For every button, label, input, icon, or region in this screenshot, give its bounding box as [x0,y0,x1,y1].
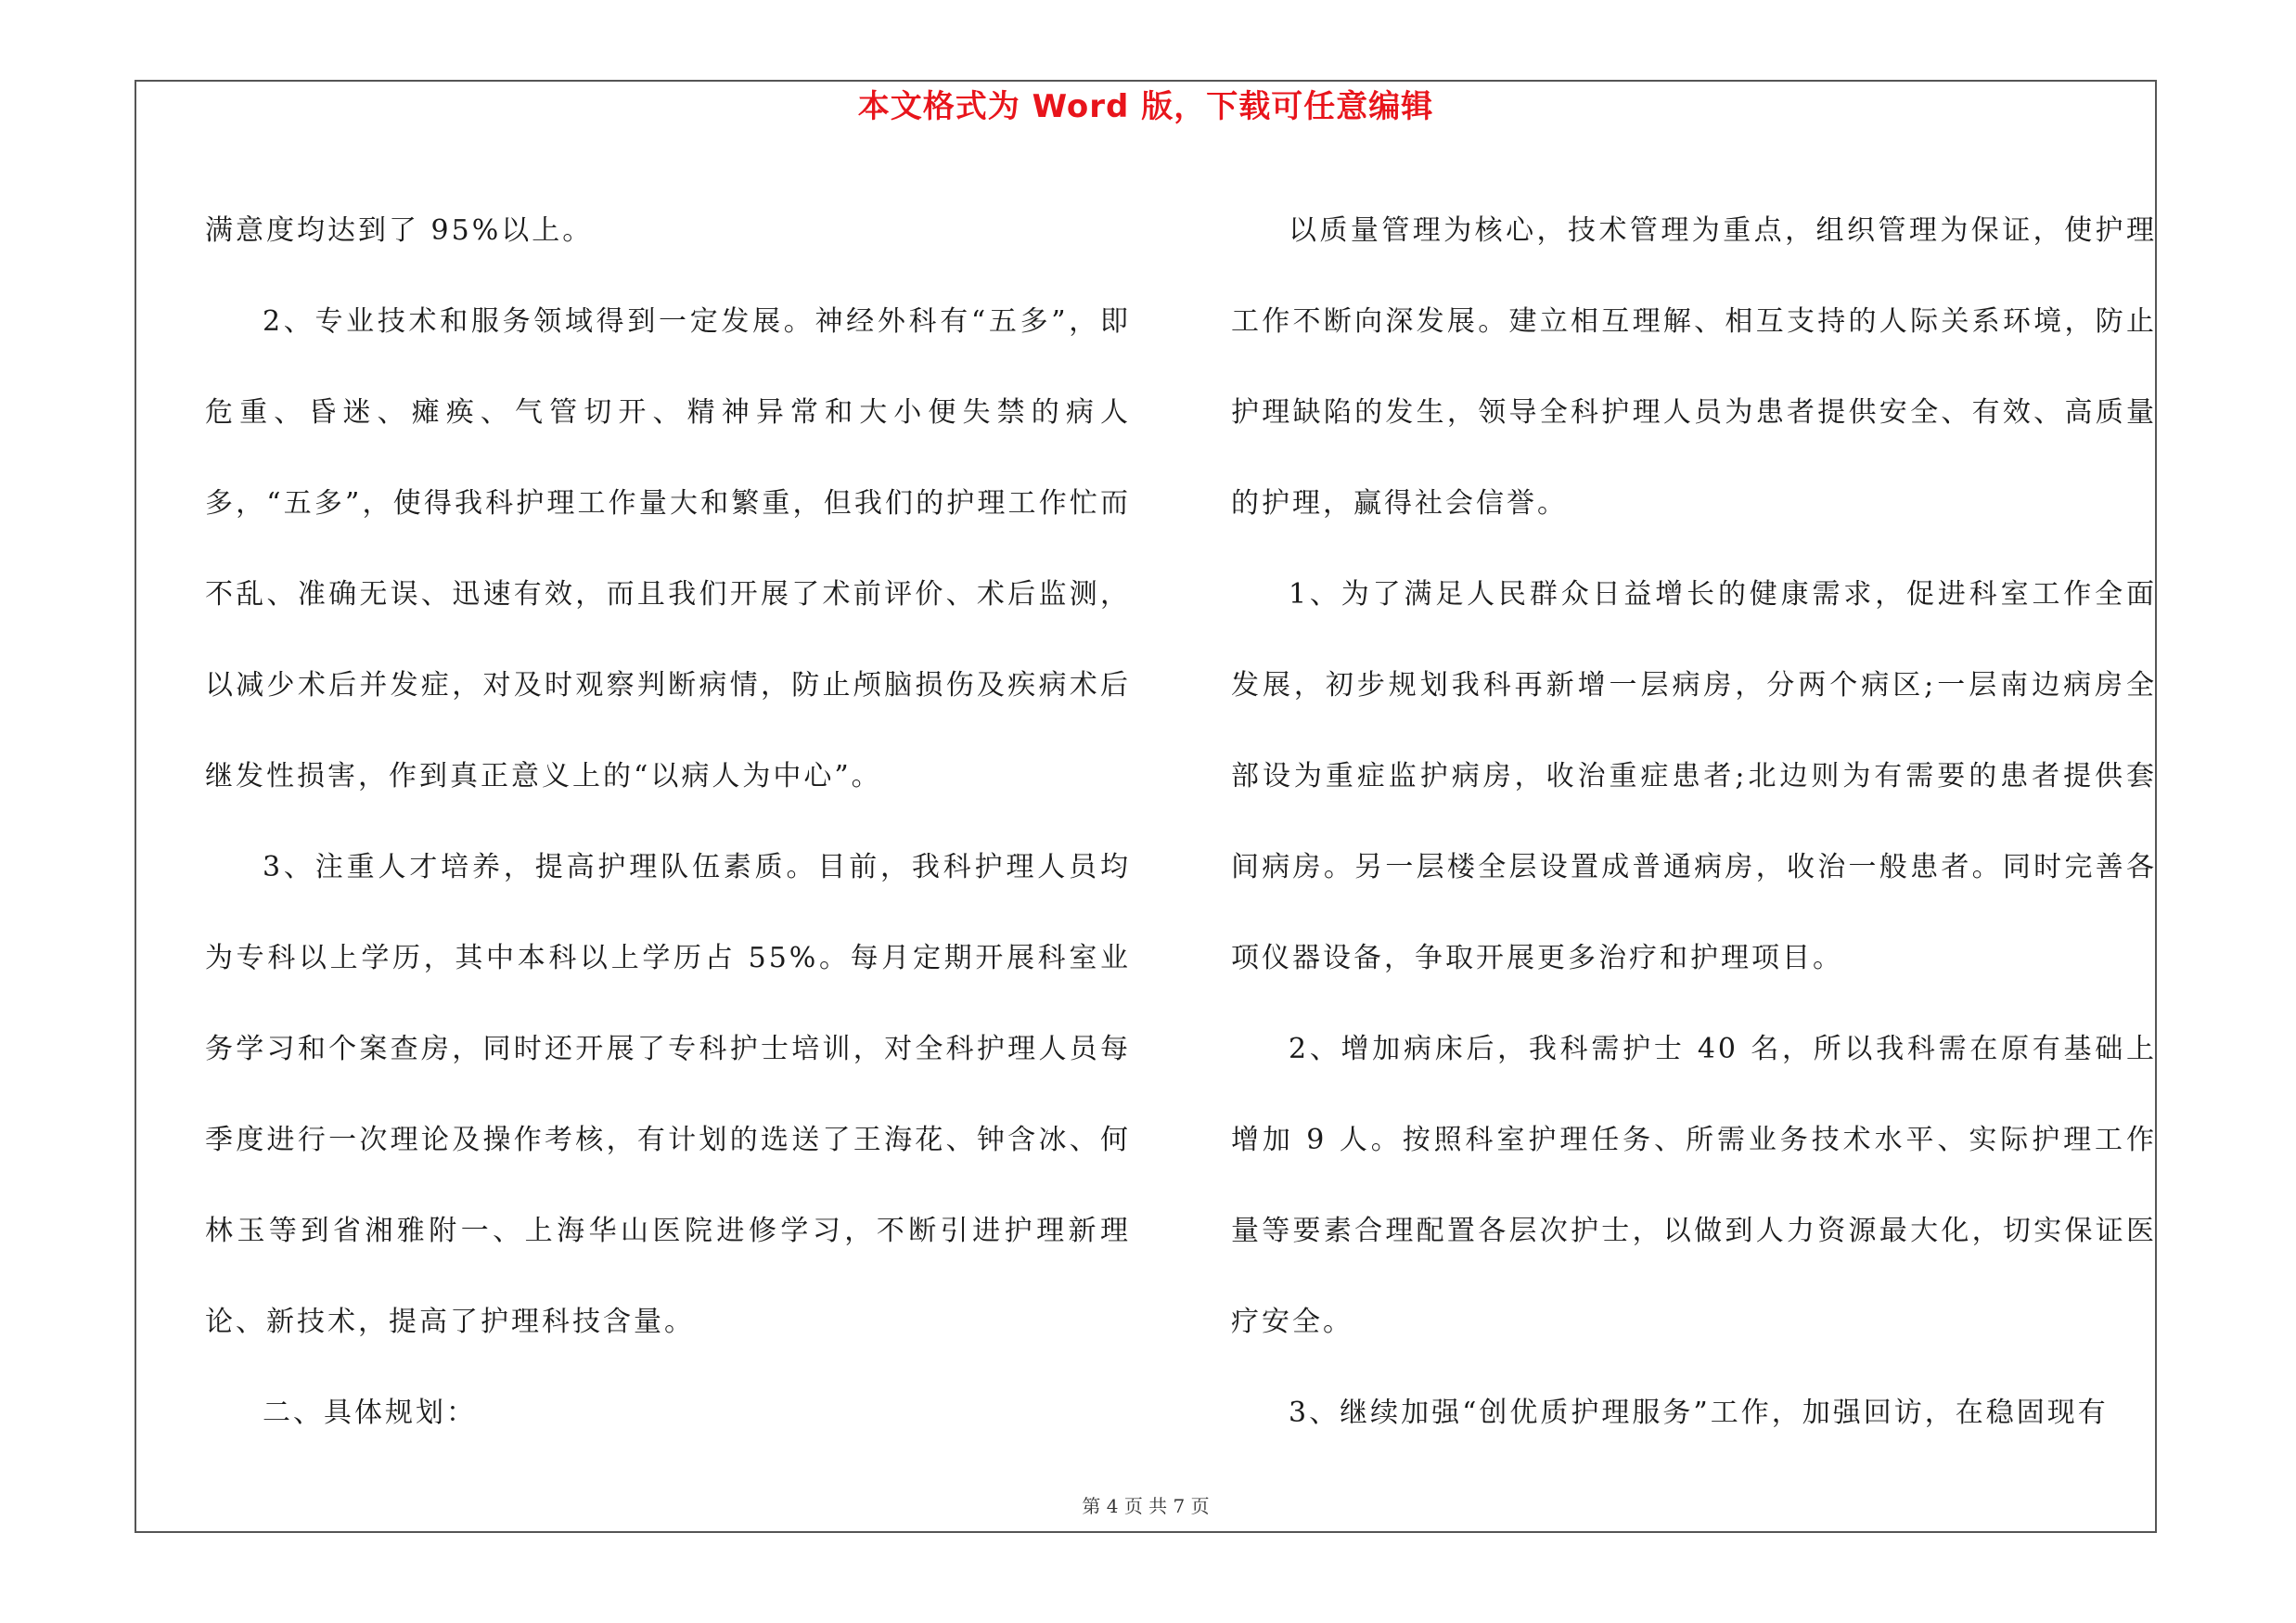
page-frame [135,80,2157,1533]
paragraph: 2、专业技术和服务领域得到一定发展。神经外科有“五多”，即危重、昏迷、瘫痪、气管切开、精神异常和大小便失禁的病人多，“五多”，使得我科护理工作量大和繁重，但我们的护理工作忙而不乱、准确无误、迅速有效，而且我们开展了术前评价、术后监测，以减少术后并发症，对及时观察判断病情，防止颅脑损伤及疾病术后继发性损害，作到真正意义上的“以病人为中心”。 [205,305,1131,792]
paragraph: 满意度均达到了 95%以上。 [205,214,594,247]
paragraph: 2、增加病床后，我科需护士 40 名，所以我科需在原有基础上增加 9 人。按照科室护理任务、所需业务技术水平、实际护理工作量等要素合理配置各层次护士，以做到人力资源最大化，切实保证医疗安全。 [1231,1033,2157,1338]
right-text-column [1231,186,2157,1459]
paragraph: 以质量管理为核心，技术管理为重点，组织管理为保证，使护理工作不断向深发展。建立相互理解、相互支持的人际关系环境，防止护理缺陷的发生，领导全科护理人员为患者提供安全、有效、高质量的护理，赢得社会信誉。 [1231,214,2157,520]
left-text-column [205,186,1131,1459]
page-number: 第 4 页 共 7 页 [1082,1495,1210,1517]
section-heading: 二、具体规划： [263,1397,477,1429]
paragraph: 3、继续加强“创优质护理服务”工作，加强回访，在稳固现有 [1289,1397,2109,1429]
format-notice-banner: 本文格式为 Word 版，下载可任意编辑 [857,88,1434,125]
paragraph: 3、注重人才培养，提高护理队伍素质。目前，我科护理人员均为专科以上学历，其中本科以上学历占 55%。每月定期开展科室业务学习和个案查房，同时还开展了专科护士培训，对全科护理人员每季度进行一次理论及操作考核，有计划的选送了王海花、钟含冰、何林玉等到省湘雅附一、上海华山医院进修学习，不断引进护理新理论、新技术，提高了护理科技含量。 [205,851,1131,1338]
paragraph: 1、为了满足人民群众日益增长的健康需求，促进科室工作全面发展，初步规划我科再新增一层病房，分两个病区;一层南边病房全部设为重症监护病房，收治重症患者;北边则为有需要的患者提供套间病房。另一层楼全层设置成普通病房，收治一般患者。同时完善各项仪器设备，争取开展更多治疗和护理项目。 [1231,578,2157,974]
